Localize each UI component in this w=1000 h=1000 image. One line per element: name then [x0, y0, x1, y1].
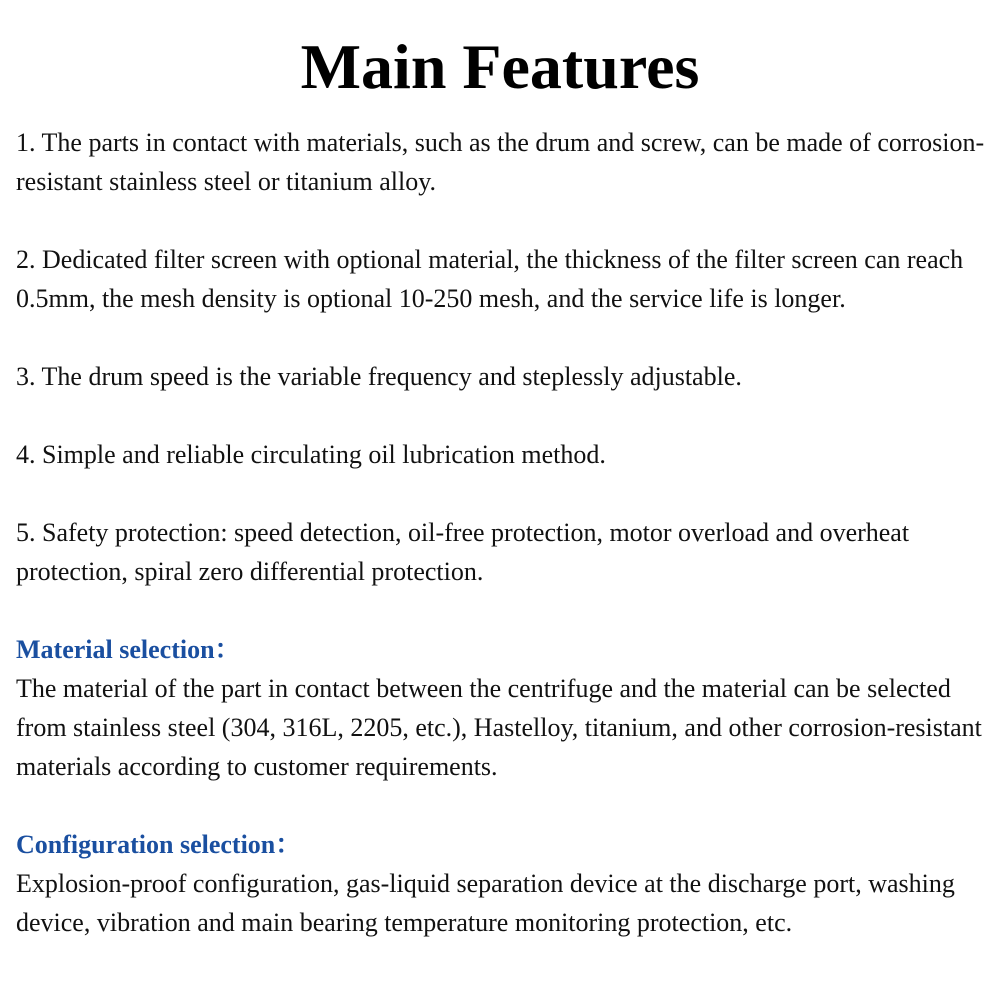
feature-item-4: 4. Simple and reliable circulating oil lubrication method. [16, 440, 606, 469]
feature-item-1: 1. The parts in contact with materials, such as the drum and screw, can be made of corrosion-resistant stainless steel or titanium alloy. [16, 128, 985, 196]
page-title: Main Features [300, 31, 700, 102]
material-selection-heading: Material selection： [16, 635, 241, 664]
feature-item-2: 2. Dedicated filter screen with optional material, the thickness of the filter screen can reach 0.5mm, the mesh density is optional 10-250 mesh, and the service life is longer. [16, 245, 964, 313]
feature-item-3: 3. The drum speed is the variable frequency and steplessly adjustable. [16, 362, 742, 391]
feature-item-5: 5. Safety protection: speed detection, oil-free protection, motor overload and overheat protection, spiral zero differential protection. [16, 518, 910, 586]
configuration-selection-text: Explosion-proof configuration, gas-liquid separation device at the discharge port, washing device, vibration and main bearing temperature monitoring protection, etc. [16, 869, 955, 937]
configuration-selection-heading: Configuration selection： [16, 830, 302, 859]
material-selection-text: The material of the part in contact between the centrifuge and the material can be selected from stainless steel (304, 316L, 2205, etc.), Hastelloy, titanium, and other corrosion-resistant materials according to customer requirements. [16, 674, 982, 781]
